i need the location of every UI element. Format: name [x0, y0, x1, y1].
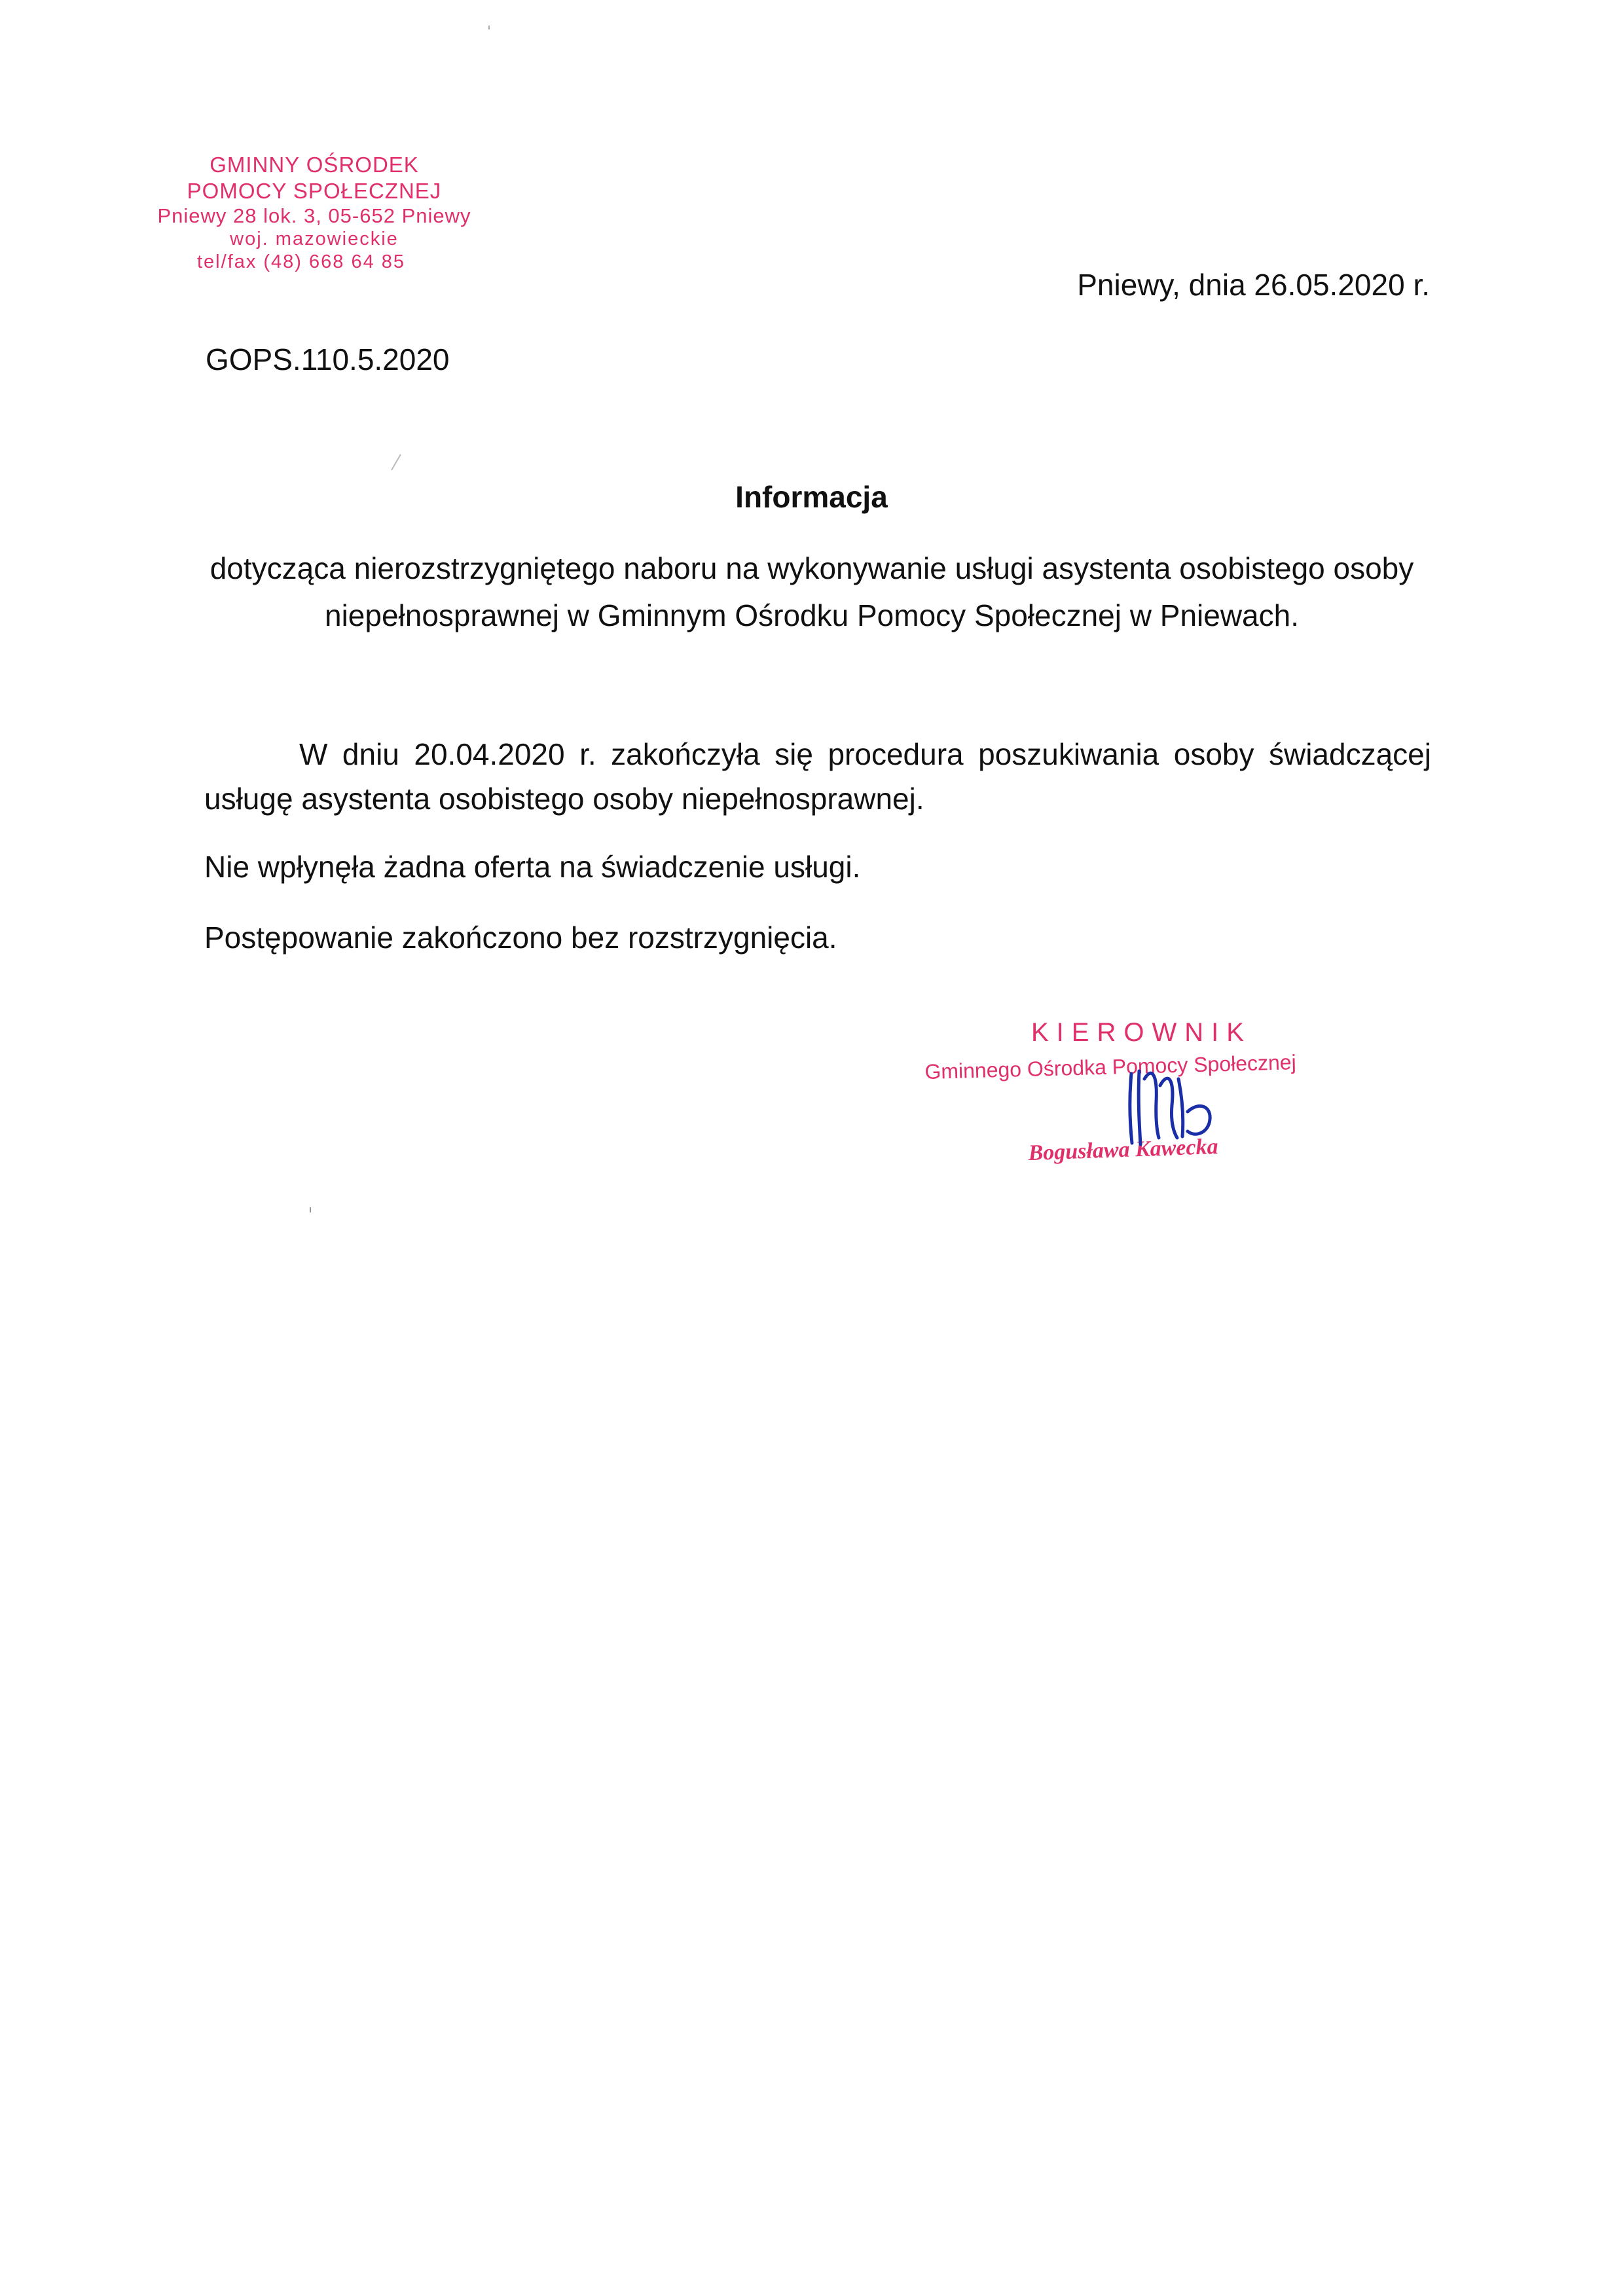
director-name: Bogusława Kawecka [1028, 1134, 1219, 1165]
document-subtitle: dotycząca nierozstrzygniętego naboru na wykonywanie usługi asystenta osobistego osoby niepełnosprawnej w Gminnym Ośrodku Pomocy Społecznej w Pniewach. [210, 551, 1414, 632]
scan-artifact [487, 25, 491, 30]
reference-number: GOPS.110.5.2020 [206, 342, 450, 376]
stamp-line-name-2: POMOCY SPOŁECZNEJ [187, 178, 442, 203]
document-title: Informacja [735, 480, 888, 514]
stamp-line-address: Pniewy 28 lok. 3, 05-652 Pniewy [157, 204, 471, 228]
stamp-line-region: woj. mazowieckie [230, 228, 399, 250]
body-paragraph: W dniu 20.04.2020 r. zakończyła się procedura poszukiwania osoby świadczącej usługę asystenta osobistego osoby niepełnosprawnej. [204, 737, 1431, 816]
director-organization: Gminnego Ośrodka Pomocy Społecznej [924, 1050, 1297, 1084]
scan-artifact [308, 1206, 313, 1214]
body-paragraph: Nie wpłynęła żadna oferta na świadczenie usługi. [204, 850, 861, 884]
document-date: Pniewy, dnia 26.05.2020 r. [1077, 268, 1430, 302]
body-paragraph: Postępowanie zakończono bez rozstrzygnięcia. [204, 920, 837, 955]
handwritten-signature [1120, 1040, 1237, 1157]
scan-artifact [390, 452, 403, 471]
institution-stamp [124, 152, 504, 274]
director-title: KIEROWNIK [1031, 1018, 1252, 1047]
stamp-line-phone: tel/fax (48) 668 64 85 [196, 251, 406, 273]
stamp-line-name: GMINNY OŚRODEK [210, 153, 419, 177]
